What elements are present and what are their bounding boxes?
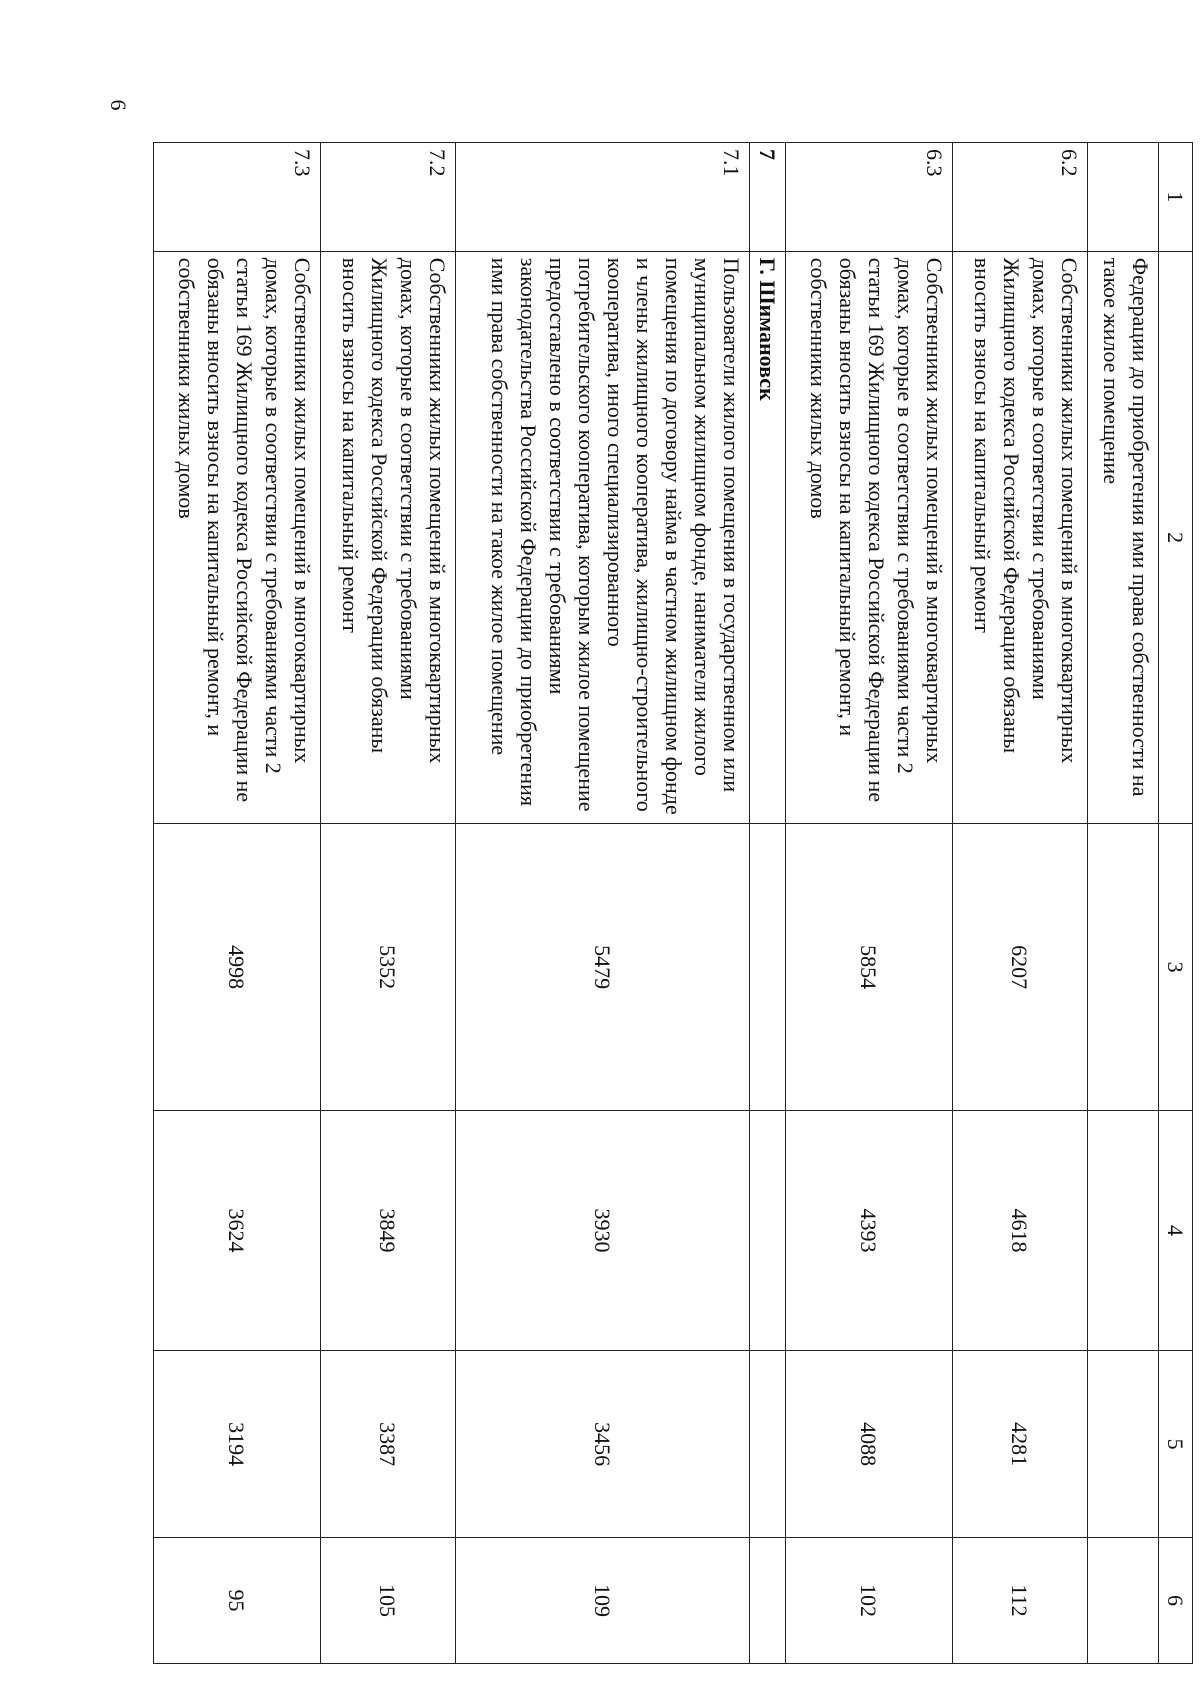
- tariff-table: [153, 142, 1193, 1664]
- header-cell: 6: [1159, 1537, 1193, 1663]
- header-cell: 2: [1159, 251, 1193, 824]
- row-number-cell: 7.3: [154, 143, 321, 252]
- value-cell-col5: 3387: [320, 1351, 455, 1538]
- category-description-cell: Федерации до приобретения ими права собственности на такое жилое помещение: [1087, 251, 1158, 824]
- row-number-cell: 6.2: [952, 143, 1087, 252]
- row-number-cell: [1087, 143, 1158, 252]
- category-description-cell: Пользователи жилого помещения в государственном или муниципальном жилищном фонде, наниматели жилого помещения по договору найма в частном жилищном фонде и члены жилищного кооператива, жилищно-строительного кооператива, иного специализированного потребительского кооператива, которым жилое помещение предоставлено в соответствии с требованиями законодательства Российской Федерации до приобретения ими права собственности на такое жилое помещение: [455, 251, 749, 824]
- category-description-cell: Собственники жилых помещений в многоквартирных домах, которые в соответствии с требованиями Жилищного кодекса Российской Федерации обязаны вносить взносы на капитальный ремонт: [320, 251, 455, 824]
- category-description-cell: Собственники жилых помещений в многоквартирных домах, которые в соответствии с требованиями Жилищного кодекса Российской Федерации обязаны вносить взносы на капитальный ремонт: [952, 251, 1087, 824]
- row-number-cell: 7.2: [320, 143, 455, 252]
- table-row: [785, 143, 952, 1664]
- value-cell-col3: [1087, 824, 1158, 1110]
- header-cell: 1: [1159, 143, 1193, 252]
- row-number-cell: 6.3: [785, 143, 952, 252]
- value-cell-col3: 5352: [320, 824, 455, 1110]
- value-cell-col5: 4088: [785, 1351, 952, 1538]
- value-cell-col5: [1087, 1351, 1158, 1538]
- page-number: 6: [106, 99, 131, 111]
- table-row: [154, 143, 321, 1664]
- section-row: [749, 143, 785, 1664]
- table-row: [320, 143, 455, 1664]
- header-cell: 3: [1159, 824, 1193, 1110]
- value-cell-col5: 3194: [154, 1351, 321, 1538]
- value-cell-col3: 4998: [154, 824, 321, 1110]
- header-row: [1159, 143, 1193, 1664]
- value-cell-col3: 5854: [785, 824, 952, 1110]
- value-cell-col4: 4393: [785, 1110, 952, 1351]
- table-row: [455, 143, 749, 1664]
- value-cell-col6: 112: [952, 1537, 1087, 1663]
- value-cell-col6: 95: [154, 1537, 321, 1663]
- value-cell-col4: [1087, 1110, 1158, 1351]
- value-cell-col4: 4618: [952, 1110, 1087, 1351]
- header-cell: 4: [1159, 1110, 1193, 1351]
- value-cell-col6: 102: [785, 1537, 952, 1663]
- value-cell-col5: 3456: [455, 1351, 749, 1538]
- row-number-cell: 7.1: [455, 143, 749, 252]
- value-cell-col5: 4281: [952, 1351, 1087, 1538]
- value-cell-col5: [749, 1351, 785, 1538]
- value-cell-col4: 3849: [320, 1110, 455, 1351]
- row-number-cell: 7: [749, 143, 785, 252]
- category-description-cell: Собственники жилых помещений в многоквартирных домах, которые в соответствии с требованиями части 2 статьи 169 Жилищного кодекса Российской Федерации не обязаны вносить взносы на капитальный ремонт, и собственники жилых домов: [785, 251, 952, 824]
- tariff-table-container: [153, 142, 1193, 1664]
- value-cell-col6: [1087, 1537, 1158, 1663]
- table-row: [1087, 143, 1158, 1664]
- value-cell-col3: 6207: [952, 824, 1087, 1110]
- value-cell-col4: 3930: [455, 1110, 749, 1351]
- table-row: [952, 143, 1087, 1664]
- value-cell-col6: 109: [455, 1537, 749, 1663]
- value-cell-col4: [749, 1110, 785, 1351]
- value-cell-col3: 5479: [455, 824, 749, 1110]
- value-cell-col3: [749, 824, 785, 1110]
- value-cell-col4: 3624: [154, 1110, 321, 1351]
- category-description-cell: Г. Шимановск: [749, 251, 785, 824]
- value-cell-col6: 105: [320, 1537, 455, 1663]
- category-description-cell: Собственники жилых помещений в многоквартирных домах, которые в соответствии с требованиями части 2 статьи 169 Жилищного кодекса Российской Федерации не обязаны вносить взносы на капитальный ремонт, и собственники жилых домов: [154, 251, 321, 824]
- header-cell: 5: [1159, 1351, 1193, 1538]
- value-cell-col6: [749, 1537, 785, 1663]
